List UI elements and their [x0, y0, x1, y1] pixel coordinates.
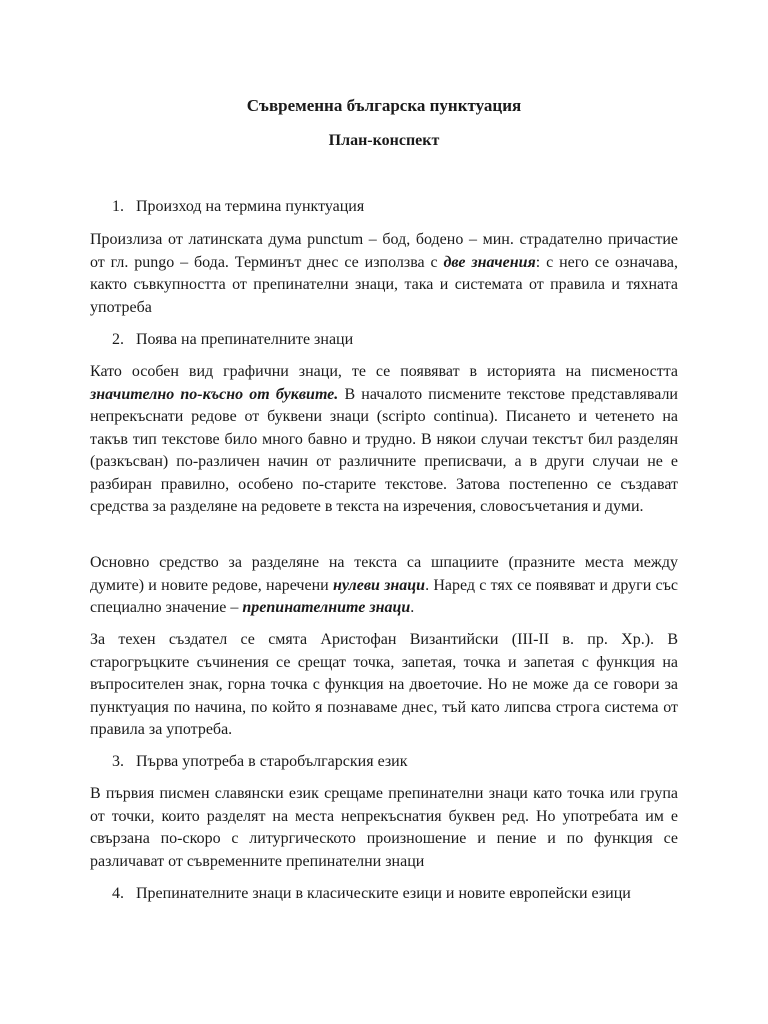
section-heading-4 — [112, 883, 682, 906]
emphasis-later-than-letters: значително по-късно от буквите. — [90, 385, 339, 403]
paragraph-creator: За техен създател се смята Аристофан Византийски (III-II в. пр. Хр.). В старогръцките съчинения се срещат точка, запетая, точка и запетая с функция на въпросителен знак, горна точка с функция на двоеточие. Но не може да се говори за пунктуация по начина, по който я познаваме днес, тъй като липсва строга система от правила за употреба. — [90, 631, 678, 738]
document-title: Съвременна българска пунктуация — [246, 96, 522, 115]
paragraph-separation: Основно средство за разделяне на текста са шпациите (празните места между думите) и новите редове, наречени нулеви знаци. Наред с тях се появяват и други със специално значение – препинателните знаци. — [90, 554, 679, 616]
emphasis-two-meanings: две значения — [443, 253, 536, 271]
section-heading-2 — [112, 329, 682, 352]
section-number: 4. — [112, 885, 124, 902]
paragraph-origin: Произлиза от латинската дума punctum – бод, бодено – мин. страдателно причастие от гл. pungo – бода. Терминът днес се използва с две значения: с него се означава, както съвкупността от препинателни знаци, така и системата от правила и тяхната употреба — [90, 231, 678, 316]
section-heading-text: Произход на термина пунктуация — [136, 198, 365, 215]
emphasis-punctuation-marks: препинателните знаци — [242, 599, 411, 616]
section-heading-text: Поява на препинателните знаци — [136, 331, 354, 348]
section-number: 2. — [112, 331, 124, 348]
paragraph-old-bulgarian: В първия писмен славянски език срещаме препинателни знаци като точка или група от точки, които разделят на места непрекъснатия буквен ред. Но употребата им е свързана по-скоро с литургическото произношение и пение и по функция се различават от съвременните препинателни знаци — [90, 785, 678, 870]
section-number: 3. — [112, 753, 124, 770]
section-heading-text: Препинателните знаци в класическите езици и новите европейски езици — [136, 885, 631, 902]
paragraph-appearance: Като особен вид графични знаци, те се появяват в историята на писмеността значително по-късно от буквите. В началото писмените текстове представлявали непрекъснати редове от буквени знаци (scripto continua). Писането и четенето на такъв тип текстове било много бавно и трудно. В някои случаи текстът бил разделян (разкъсван) по-различен начин от различните преписвачи, а в други случаи не е разбиран правилно, особено по-старите текстове. Затова постепенно се създават средства за разделяне на редовете в текста на изречения, словосъчетания и думи. — [90, 363, 678, 515]
section-heading-1 — [112, 196, 682, 219]
section-heading-text: Първа употреба в старобългарския език — [136, 753, 408, 770]
document-subtitle: План-конспект — [328, 132, 440, 149]
section-heading-3 — [112, 751, 682, 774]
emphasis-null-signs: нулеви знаци — [332, 576, 426, 594]
section-number: 1. — [112, 198, 124, 215]
